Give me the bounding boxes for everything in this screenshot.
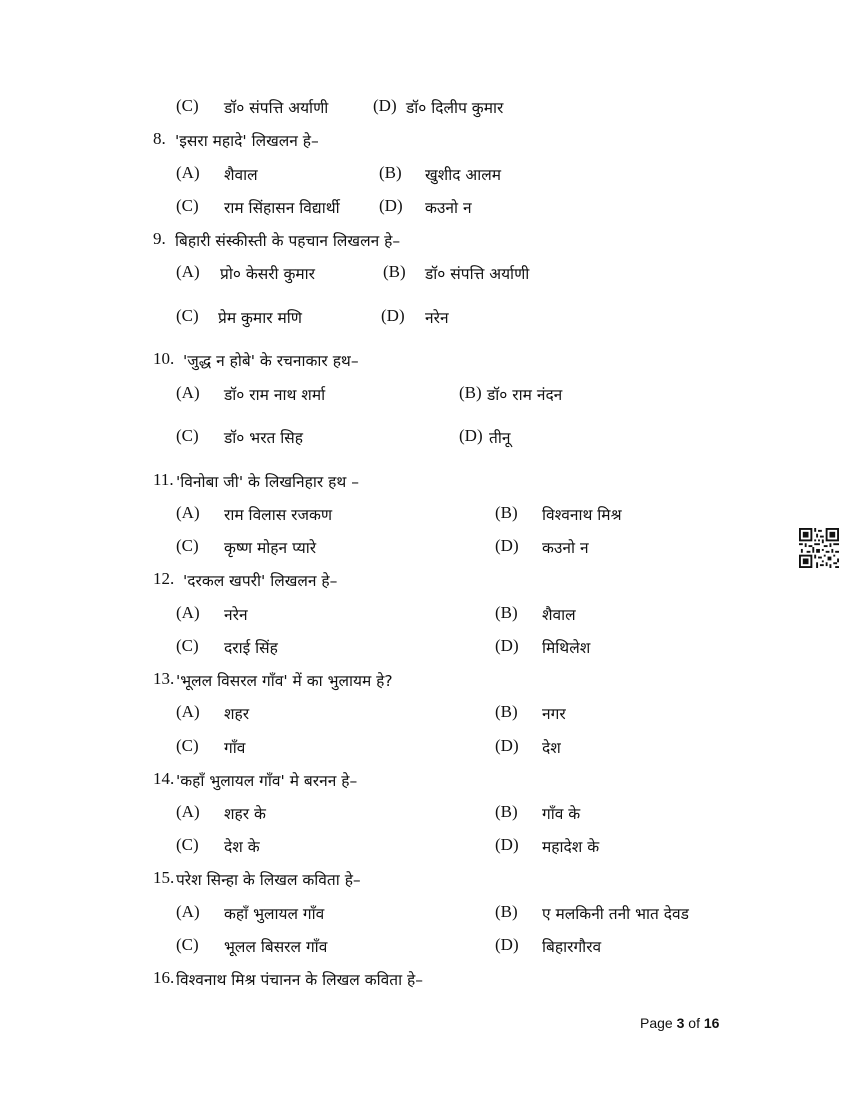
question-number: 13. xyxy=(153,669,175,688)
option-text: डॉ० राम नंदन xyxy=(487,386,563,404)
question-text: 'दरकल खपरी' लिखलन हे– xyxy=(183,572,338,590)
option-label: (C) xyxy=(176,426,199,445)
option-text: प्रो० केसरी कुमार xyxy=(220,265,316,283)
option-text: कउनो न xyxy=(425,199,472,217)
option-label: (A) xyxy=(176,702,200,721)
option-text: डॉ० संपत्ति अर्याणी xyxy=(224,99,329,117)
option-text: गाँव xyxy=(224,739,246,757)
question-number: 11. xyxy=(153,470,174,489)
option-label: (C) xyxy=(176,636,199,655)
option-text: प्रेम कुमार मणि xyxy=(218,309,302,327)
question-text: परेश सिन्हा के लिखल कविता हे– xyxy=(176,871,361,889)
option-label: (B) xyxy=(383,262,406,281)
option-label: (A) xyxy=(176,163,200,182)
option-text: नरेन xyxy=(224,606,248,624)
option-label: (B) xyxy=(495,702,518,721)
qr-code-icon xyxy=(799,528,839,568)
option-text: शहर के xyxy=(224,805,266,823)
question-number: 8. xyxy=(153,129,166,148)
option-label: (D) xyxy=(373,96,397,115)
question-text: 'भूलल विसरल गाँव' में का भुलायम हे? xyxy=(176,672,393,690)
total-pages-number: 16 xyxy=(703,1015,720,1031)
option-label: (C) xyxy=(176,536,199,555)
option-text: कृष्ण मोहन प्यारे xyxy=(224,539,317,557)
option-text: ए मलकिनी तनी भात देवड xyxy=(542,905,689,923)
option-label: (C) xyxy=(176,96,199,115)
of-word: of xyxy=(688,1015,700,1031)
option-text: कहाँ भुलायल गाँव xyxy=(224,905,325,923)
option-text: भूलल बिसरल गाँव xyxy=(224,938,328,956)
option-label: (B) xyxy=(495,603,518,622)
option-label: (C) xyxy=(176,736,199,755)
question-text: बिहारी संस्कीस्ती के पहचान लिखलन हे– xyxy=(175,232,401,250)
option-text: दराई सिंह xyxy=(224,639,278,657)
current-page-number: 3 xyxy=(676,1015,685,1031)
option-text: राम विलास रजकण xyxy=(224,506,333,524)
option-label: (D) xyxy=(495,935,519,954)
option-label: (A) xyxy=(176,503,200,522)
option-text: तीनू xyxy=(489,429,511,447)
option-text: शैवाल xyxy=(224,166,258,184)
question-text: 'जुद्ध न होबे' के रचनाकार हथ– xyxy=(183,352,359,370)
option-label: (D) xyxy=(459,426,483,445)
option-text: नगर xyxy=(542,705,566,723)
option-label: (A) xyxy=(176,902,200,921)
option-label: (D) xyxy=(495,536,519,555)
option-label: (B) xyxy=(495,902,518,921)
question-number: 9. xyxy=(153,229,166,248)
question-number: 15. xyxy=(153,868,175,887)
page-footer xyxy=(640,1015,719,1031)
option-text: शहर xyxy=(224,705,250,723)
option-text: मिथिलेश xyxy=(542,639,591,657)
option-text: महादेश के xyxy=(542,838,600,856)
question-text: विश्वनाथ मिश्र पंचानन के लिखल कविता हे– xyxy=(176,971,424,989)
option-label: (C) xyxy=(176,196,199,215)
option-text: डॉ० संपत्ति अर्याणी xyxy=(425,265,530,283)
option-label: (B) xyxy=(495,503,518,522)
option-text: देश के xyxy=(224,838,260,856)
option-label: (C) xyxy=(176,306,199,325)
option-text: गाँव के xyxy=(542,805,581,823)
option-label: (B) xyxy=(379,163,402,182)
option-text: डॉ० राम नाथ शर्मा xyxy=(224,386,326,404)
option-text: बिहारगौरव xyxy=(542,938,602,956)
question-number: 12. xyxy=(153,569,175,588)
page-word: Page xyxy=(640,1015,673,1031)
option-text: डॉ० दिलीप कुमार xyxy=(406,99,504,117)
option-label: (A) xyxy=(176,262,200,281)
option-label: (C) xyxy=(176,935,199,954)
option-label: (A) xyxy=(176,603,200,622)
option-label: (B) xyxy=(459,383,482,402)
option-label: (A) xyxy=(176,383,200,402)
option-label: (A) xyxy=(176,802,200,821)
option-text: विश्वनाथ मिश्र xyxy=(542,506,622,524)
option-label: (C) xyxy=(176,835,199,854)
question-text: 'इसरा महादे' लिखलन हे– xyxy=(175,132,319,150)
option-text: देश xyxy=(542,739,561,757)
option-label: (D) xyxy=(379,196,403,215)
question-number: 16. xyxy=(153,968,175,987)
option-label: (D) xyxy=(381,306,405,325)
question-text: 'विनोबा जी' के लिखनिहार हथ – xyxy=(176,473,359,491)
question-number: 10. xyxy=(153,349,175,368)
option-label: (D) xyxy=(495,736,519,755)
option-label: (D) xyxy=(495,835,519,854)
option-text: शैवाल xyxy=(542,606,576,624)
option-label: (B) xyxy=(495,802,518,821)
option-text: राम सिंहासन विद्यार्थी xyxy=(224,199,340,217)
option-text: डॉ० भरत सिह xyxy=(224,429,304,447)
option-text: कउनो न xyxy=(542,539,589,557)
question-text: 'कहाँ भुलायल गाँव' मे बरनन हे– xyxy=(176,772,358,790)
option-text: खुशीद आलम xyxy=(425,166,502,184)
option-label: (D) xyxy=(495,636,519,655)
question-number: 14. xyxy=(153,769,175,788)
option-text: नरेन xyxy=(425,309,449,327)
